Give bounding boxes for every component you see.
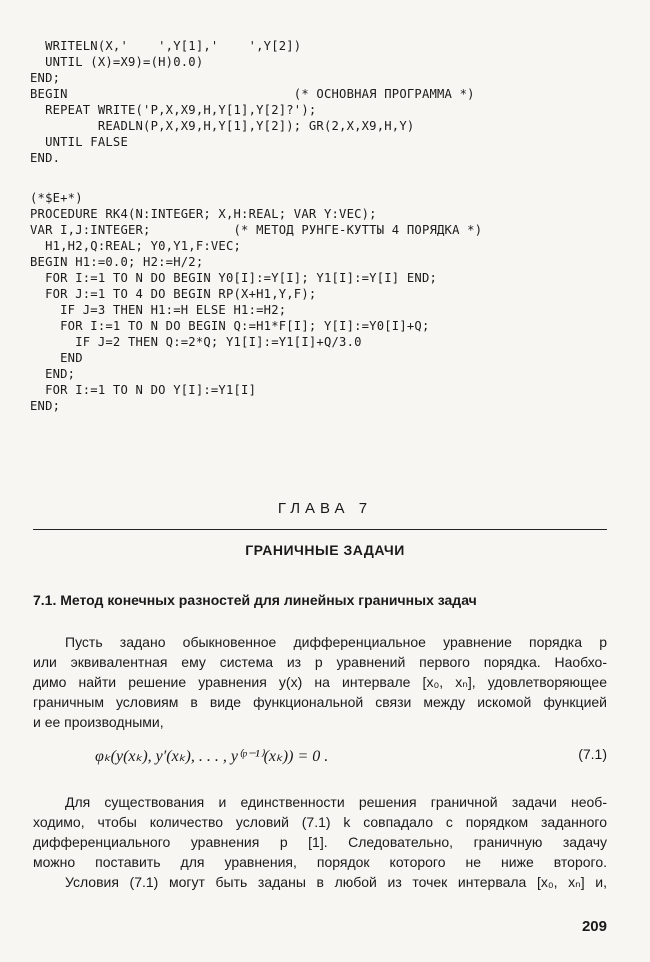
code-line: (*$E+*) bbox=[30, 191, 83, 205]
pascal-code-listing bbox=[30, 38, 610, 414]
text-line: димо найти решение уравнения y(x) на интервале [x₀, xₙ], удовлетворяющее bbox=[33, 674, 607, 690]
code-line: REPEAT WRITE('P,X,X9,H,Y[1],Y[2]?'); bbox=[30, 103, 317, 117]
text-line: Пусть задано обыкновенное дифференциальное уравнение порядка p bbox=[65, 634, 607, 650]
text-line: можно поставить для уравнения, порядок которого не ниже второго. bbox=[33, 854, 607, 870]
paragraph-existence bbox=[33, 792, 607, 892]
code-line: UNTIL (X)=X9)=(H)0.0) bbox=[30, 55, 204, 69]
code-line: IF J=2 THEN Q:=2*Q; Y1[I]:=Y1[I]+Q/3.0 bbox=[30, 335, 362, 349]
section-title: 7.1. Метод конечных разностей для линейных граничных задач bbox=[33, 592, 477, 608]
code-line: PROCEDURE RK4(N:INTEGER; X,H:REAL; VAR Y:VEC); bbox=[30, 207, 377, 221]
code-line: WRITELN(X,' ',Y[1],' ',Y[2]) bbox=[30, 39, 302, 53]
text-line: граничным условиям в виде функциональной связи между искомой функцией bbox=[33, 694, 607, 710]
code-line: END; bbox=[30, 71, 61, 85]
text-line: и ее производными, bbox=[33, 714, 164, 730]
code-line: VAR I,J:INTEGER; (* МЕТОД РУНГЕ-КУТТЫ 4 ПОРЯДКА *) bbox=[30, 223, 483, 237]
equation-number: (7.1) bbox=[578, 746, 607, 762]
code-line: END; bbox=[30, 399, 61, 413]
code-line: FOR J:=1 TO 4 DO BEGIN RP(X+H1,Y,F); bbox=[30, 287, 317, 301]
code-line: IF J=3 THEN H1:=H ELSE H1:=H2; bbox=[30, 303, 287, 317]
page-number: 209 bbox=[581, 918, 607, 935]
text-line: Для существования и единственности решения граничной задачи необ- bbox=[65, 794, 607, 810]
chapter-divider bbox=[33, 529, 607, 530]
code-line: FOR I:=1 TO N DO Y[I]:=Y1[I] bbox=[30, 383, 257, 397]
text-line: Условия (7.1) могут быть заданы в любой из точек интервала [x₀, xₙ] и, bbox=[65, 874, 607, 890]
code-line: READLN(P,X,X9,H,Y[1],Y[2]); GR(2,X,X9,H,Y) bbox=[30, 119, 415, 133]
code-line: BEGIN H1:=0.0; H2:=H/2; bbox=[30, 255, 204, 269]
code-line: END. bbox=[30, 151, 61, 165]
code-line: FOR I:=1 TO N DO BEGIN Q:=H1*F[I]; Y[I]:=Y0[I]+Q; bbox=[30, 319, 430, 333]
code-line: UNTIL FALSE bbox=[30, 135, 128, 149]
code-line: END bbox=[30, 351, 83, 365]
text-line: ходимо, чтобы количество условий (7.1) k совпадало с порядком заданного bbox=[33, 814, 607, 830]
paragraph-intro bbox=[33, 632, 607, 732]
chapter-title: ГРАНИЧНЫЕ ЗАДАЧИ bbox=[245, 542, 405, 558]
text-line: или эквивалентная ему система из p уравнений первого порядка. Наобхо- bbox=[33, 654, 607, 670]
text-line: дифференциального уравнения p [1]. Следовательно, граничную задачу bbox=[33, 834, 607, 850]
chapter-label: ГЛАВА 7 bbox=[277, 500, 373, 517]
code-gap bbox=[30, 166, 610, 190]
code-line: H1,H2,Q:REAL; Y0,Y1,F:VEC; bbox=[30, 239, 242, 253]
code-line: BEGIN (* ОСНОВНАЯ ПРОГРАММА *) bbox=[30, 87, 475, 101]
boundary-condition-formula: φₖ(y(xₖ), y′(xₖ), . . . , y⁽ᵖ⁻¹⁾(xₖ)) = 0 . bbox=[95, 748, 329, 765]
code-line: FOR I:=1 TO N DO BEGIN Y0[I]:=Y[I]; Y1[I]:=Y[I] END; bbox=[30, 271, 438, 285]
code-line: END; bbox=[30, 367, 76, 381]
